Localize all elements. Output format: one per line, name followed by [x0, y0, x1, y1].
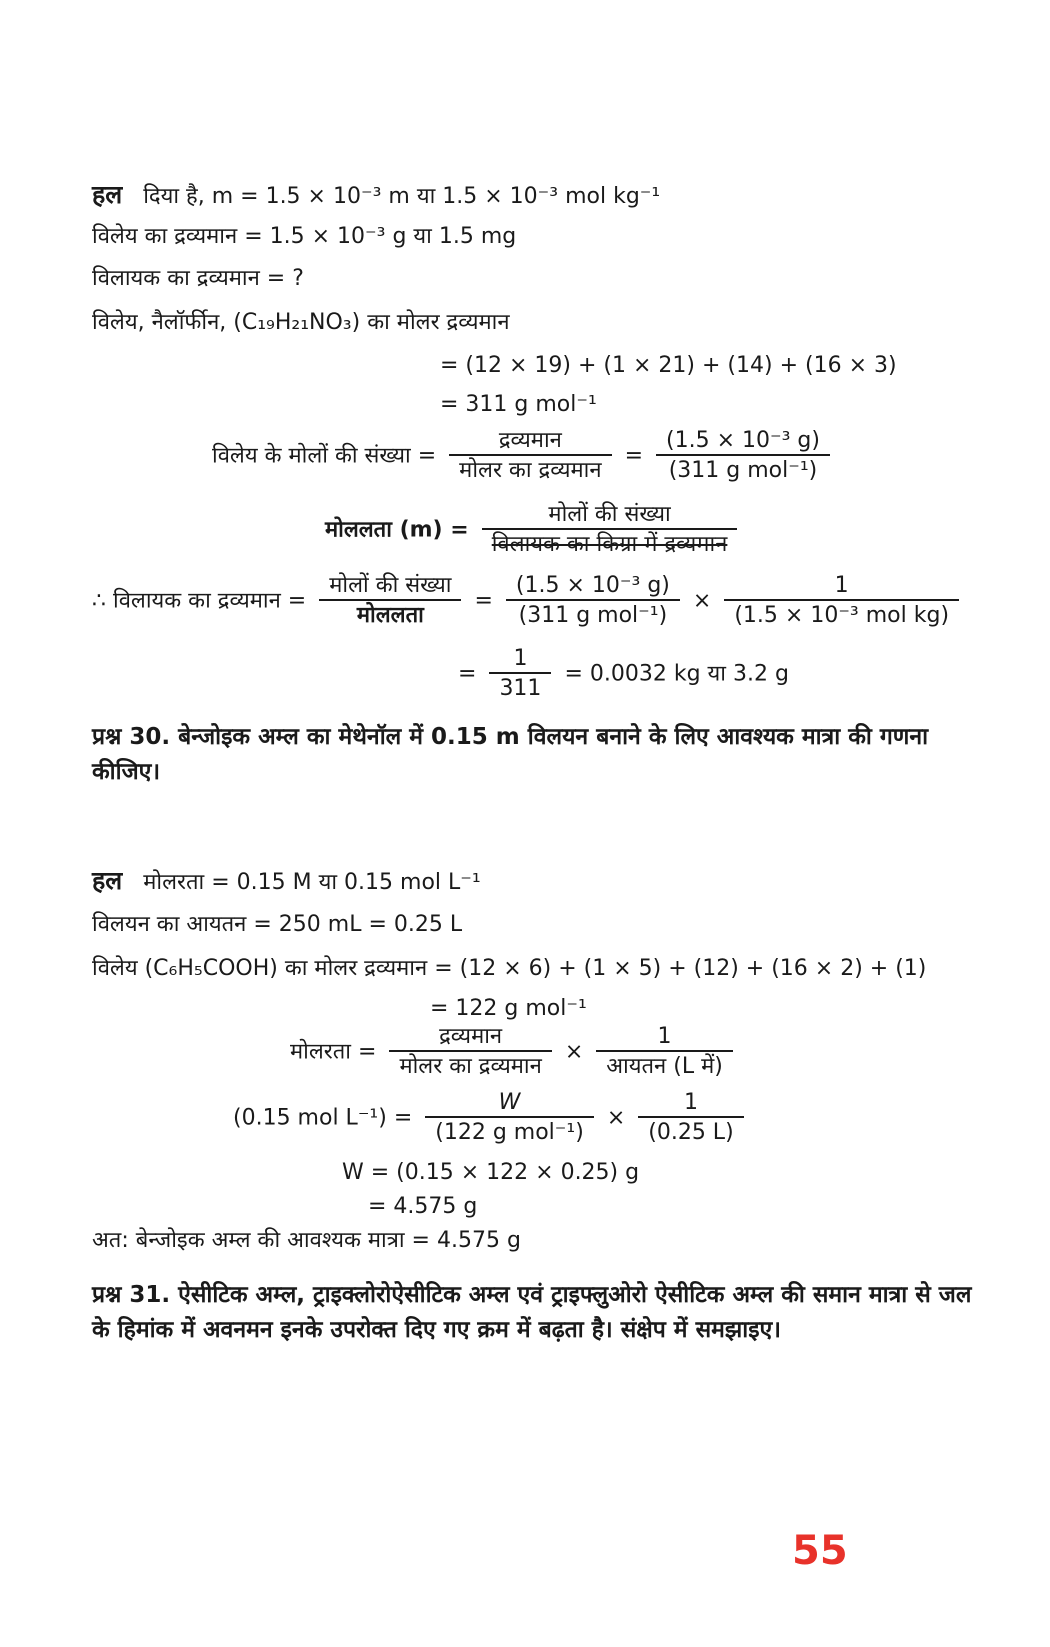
molar-mass-result: = 122 g mol⁻¹: [430, 996, 587, 1021]
numerator: 1: [489, 646, 551, 674]
numerator: 1: [596, 1024, 733, 1052]
numerator: 1: [638, 1090, 743, 1118]
fraction-reciprocal-volume: [638, 1090, 743, 1147]
molality-equation: [325, 502, 743, 559]
denominator: (311 g mol⁻¹): [518, 603, 668, 629]
solution-2-molarity: [92, 866, 481, 896]
fraction-moles-over-molality: [319, 573, 461, 630]
denominator: आयतन (L में): [606, 1054, 723, 1080]
solvent-label: ∴ विलायक का द्रव्यमान =: [92, 588, 307, 614]
fraction-mass-over-molar: [389, 1024, 551, 1081]
denominator: मोलर का द्रव्यमान: [399, 1054, 542, 1080]
molarity-label: मोलरता =: [290, 1039, 377, 1065]
solvent-mass-equation: [92, 573, 965, 630]
denominator: (311 g mol⁻¹): [668, 458, 818, 484]
final-result: = 0.0032 kg या 3.2 g: [564, 661, 789, 687]
numerator: द्रव्यमान: [389, 1024, 551, 1052]
denominator: (0.25 L): [648, 1120, 734, 1146]
volume-line: विलयन का आयतन = 250 mL = 0.25 L: [92, 912, 463, 937]
numerator: मोलों की संख्या: [482, 502, 738, 530]
numerator: मोलों की संख्या: [319, 573, 461, 601]
final-result-line: [458, 646, 789, 703]
denominator: (1.5 × 10⁻³ mol kg): [734, 603, 950, 629]
numerator: (1.5 × 10⁻³ g): [656, 428, 830, 456]
numerator: द्रव्यमान: [449, 428, 611, 456]
fraction-w-over-molar: [425, 1090, 594, 1147]
times-sign: ×: [692, 588, 712, 614]
molar-mass-calc: = (12 × 19) + (1 × 21) + (14) + (16 × 3): [440, 353, 897, 378]
molar-mass-result: = 311 g mol⁻¹: [440, 392, 597, 417]
solute-mass-line: विलेय का द्रव्यमान = 1.5 × 10⁻³ g या 1.5 mg: [92, 224, 517, 249]
times-sign: ×: [564, 1039, 584, 1065]
hal-label: हल: [92, 180, 123, 209]
w-result: = 4.575 g: [368, 1194, 478, 1219]
molarity-text: मोलरता = 0.15 M या 0.15 mol L⁻¹: [143, 870, 481, 895]
moles-equation: [212, 428, 836, 485]
fraction-one-over-311: [489, 646, 551, 703]
denominator: 311: [499, 676, 542, 702]
denominator: मोललता: [356, 603, 424, 629]
equals-sign: =: [474, 588, 493, 614]
molar-mass-line: विलेय (C₆H₅COOH) का मोलर द्रव्यमान = (12 × 6) + (1 × 5) + (12) + (16 × 2) + (1): [92, 956, 927, 981]
denominator: (122 g mol⁻¹): [435, 1120, 584, 1146]
solvent-mass-question: विलायक का द्रव्यमान = ?: [92, 266, 304, 291]
times-sign: ×: [606, 1105, 626, 1131]
hal-label: हल: [92, 866, 123, 895]
molarity-formula: [290, 1024, 739, 1081]
page-number: 55: [792, 1528, 848, 1574]
molality-label: मोललता (m) =: [325, 517, 469, 543]
fraction-moles-value: [506, 573, 680, 630]
fraction-moles-value: [656, 428, 830, 485]
denominator: मोलर का द्रव्यमान: [459, 458, 602, 484]
given-text: दिया है, m = 1.5 × 10⁻³ m या 1.5 × 10⁻³ mol kg⁻¹: [143, 184, 661, 209]
equals-sign: =: [458, 661, 477, 687]
substitution-line: [233, 1090, 750, 1147]
moles-label: विलेय के मोलों की संख्या =: [212, 443, 437, 469]
numerator: W: [425, 1090, 594, 1118]
numerator: 1: [724, 573, 959, 601]
question-31: प्रश्न 31. ऐसीटिक अम्ल, ट्राइक्लोरोऐसीटिक अम्ल एवं ट्राइफ्लुओरो ऐसीटिक अम्ल की समान मात्रा से जल के हिमांक में अवनमन इनके उपरोक्त दिए गए क्रम में बढ़ता है। संक्षेप में समझाइए।: [92, 1282, 972, 1343]
substitution-label: (0.15 mol L⁻¹) =: [233, 1105, 413, 1131]
denominator: विलायक का किग्रा में द्रव्यमान: [491, 532, 728, 558]
molar-mass-label: विलेय, नैलॉर्फीन, (C₁₉H₂₁NO₃) का मोलर द्रव्यमान: [92, 310, 510, 335]
fraction-reciprocal-volume: [596, 1024, 733, 1081]
question-30: प्रश्न 30. बेन्जोइक अम्ल का मेथेनॉल में 0.15 m विलयन बनाने के लिए आवश्यक मात्रा की गणना कीजिए।: [92, 724, 929, 785]
fraction-mass-over-molar: [449, 428, 611, 485]
numerator: (1.5 × 10⁻³ g): [506, 573, 680, 601]
fraction-molality: [482, 502, 738, 559]
solution-1-given: [92, 180, 660, 210]
equals-sign: =: [624, 443, 643, 469]
w-calculation: W = (0.15 × 122 × 0.25) g: [342, 1160, 640, 1185]
fraction-reciprocal-molality: [724, 573, 959, 630]
answer-line: अत: बेन्जोइक अम्ल की आवश्यक मात्रा = 4.575 g: [92, 1228, 521, 1253]
